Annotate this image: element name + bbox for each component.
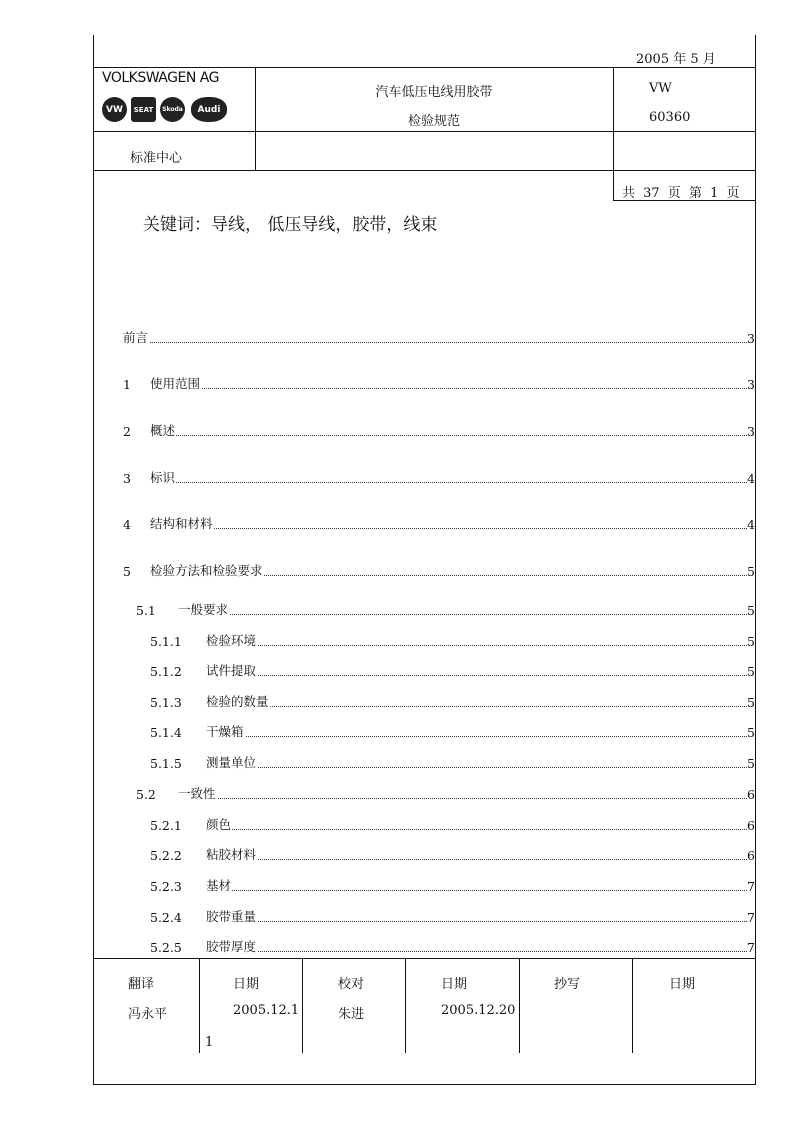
divider (199, 958, 200, 1053)
toc-number: 5.2.5 (150, 940, 182, 955)
toc-label: 检验的数量 (206, 694, 269, 709)
doc-subtitle: 检验规范 (407, 114, 460, 129)
leader-dots (206, 767, 747, 768)
department: 标准中心 (130, 151, 183, 166)
toc-number: 5.2.1 (150, 818, 182, 833)
toc-number: 5.2.4 (150, 910, 182, 925)
toc-entry[interactable] (0, 470, 755, 486)
toc-entry[interactable] (0, 633, 755, 649)
toc-page: 5 (747, 695, 755, 710)
leader-dots (150, 388, 747, 389)
toc-number: 5.1.5 (150, 756, 182, 771)
toc-number: 5.2.3 (150, 879, 182, 894)
divider (405, 958, 406, 1053)
signature-header: 日期 (233, 977, 260, 992)
toc-page: 5 (747, 756, 755, 771)
frame-right (755, 35, 756, 1085)
toc-entry[interactable] (0, 602, 755, 618)
toc-page: 6 (747, 848, 755, 863)
leader-dots (206, 645, 747, 646)
signature-header: 日期 (441, 977, 468, 992)
toc-label: 粘胶材料 (206, 847, 257, 862)
divider (93, 958, 756, 959)
toc-label: 一般要求 (178, 602, 229, 617)
frame-left (93, 35, 94, 1085)
signature-header: 校对 (338, 977, 365, 992)
toc-number: 5.1.3 (150, 695, 182, 710)
leader-dots (206, 675, 747, 676)
toc-entry[interactable] (0, 755, 755, 771)
vw-logo-icon: VW (102, 97, 127, 122)
toc-label: 概述 (150, 423, 176, 438)
std-prefix: VW (649, 81, 672, 96)
toc-number: 2 (123, 424, 131, 439)
toc-page: 7 (747, 879, 755, 894)
page-info: 共 37 页 第 1 页 (622, 186, 740, 201)
leader-dots (206, 859, 747, 860)
toc-number: 5.2 (136, 787, 156, 802)
leader-dots (178, 798, 747, 799)
divider (613, 67, 614, 200)
toc-number: 1 (123, 377, 131, 392)
toc-entry[interactable] (0, 516, 755, 532)
leader-dots (150, 528, 747, 529)
toc-page: 3 (747, 424, 755, 439)
toc-number: 3 (123, 471, 131, 486)
leader-dots (206, 706, 747, 707)
frame-bottom (93, 1084, 756, 1085)
toc-label: 胶带重量 (206, 909, 257, 924)
keywords: 关键词：导线， 低压导线，胶带，线束 (143, 215, 438, 235)
toc-page: 5 (747, 603, 755, 618)
toc-number: 5.1 (136, 603, 156, 618)
toc-number: 5 (123, 564, 131, 579)
toc-label: 检验环境 (206, 633, 257, 648)
toc-label: 基材 (206, 878, 232, 893)
toc-entry[interactable] (0, 939, 755, 955)
toc-label: 前言 (123, 330, 149, 345)
toc-entry[interactable] (0, 376, 755, 392)
leader-dots (150, 435, 747, 436)
date-overflow: 1 (205, 1035, 214, 1050)
leader-dots (206, 921, 747, 922)
toc-page: 3 (747, 331, 755, 346)
toc-entry[interactable] (0, 694, 755, 710)
toc-page: 3 (747, 377, 755, 392)
toc-label: 试件提取 (206, 663, 257, 678)
divider (519, 958, 520, 1053)
toc-entry[interactable] (0, 909, 755, 925)
toc-label: 颜色 (206, 817, 232, 832)
toc-label: 一致性 (178, 786, 216, 801)
toc-entry[interactable] (0, 878, 755, 894)
divider (302, 958, 303, 1053)
toc-label: 检验方法和检验要求 (150, 563, 263, 578)
signature-header: 日期 (669, 977, 696, 992)
seat-logo-icon: SEAT (131, 97, 156, 122)
toc-page: 6 (747, 818, 755, 833)
toc-label: 结构和材料 (150, 516, 213, 531)
signature-value: 朱进 (338, 1007, 365, 1022)
toc-page: 7 (747, 940, 755, 955)
toc-label: 标识 (150, 470, 176, 485)
toc-page: 5 (747, 634, 755, 649)
toc-entry[interactable] (0, 786, 755, 802)
leader-dots (123, 342, 747, 343)
toc-label: 使用范围 (150, 376, 201, 391)
toc-number: 5.1.4 (150, 725, 182, 740)
toc-entry[interactable] (0, 724, 755, 740)
toc-number: 5.1.1 (150, 634, 182, 649)
signature-value: 2005.12.1 (233, 1003, 300, 1018)
std-number: 60360 (649, 110, 691, 125)
leader-dots (206, 951, 747, 952)
signature-header: 翻译 (128, 977, 155, 992)
toc-label: 干燥箱 (206, 724, 244, 739)
signature-header: 抄写 (554, 977, 581, 992)
leader-dots (150, 482, 747, 483)
toc-entry[interactable] (0, 423, 755, 439)
toc-entry[interactable] (0, 817, 755, 833)
toc-entry[interactable] (0, 330, 755, 346)
signature-value: 2005.12.20 (441, 1003, 516, 1018)
toc-label: 测量单位 (206, 755, 257, 770)
skoda-logo-icon: Skoda (160, 97, 185, 122)
toc-entry[interactable] (0, 563, 755, 579)
toc-page: 4 (747, 471, 755, 486)
toc-number: 4 (123, 517, 131, 532)
divider (93, 131, 756, 132)
divider (93, 170, 756, 171)
leader-dots (206, 829, 747, 830)
company-name: VOLKSWAGEN AG (102, 70, 219, 86)
toc-entry[interactable] (0, 663, 755, 679)
signature-value: 冯永平 (128, 1007, 168, 1022)
toc-label: 胶带厚度 (206, 939, 257, 954)
toc-number: 5.2.2 (150, 848, 182, 863)
audi-logo-icon: Audi (191, 97, 227, 122)
toc-entry[interactable] (0, 847, 755, 863)
toc-page: 5 (747, 725, 755, 740)
toc-page: 6 (747, 787, 755, 802)
toc-number: 5.1.2 (150, 664, 182, 679)
toc-page: 4 (747, 517, 755, 532)
toc-page: 5 (747, 664, 755, 679)
doc-title: 汽车低压电线用胶带 (375, 85, 493, 100)
leader-dots (206, 736, 747, 737)
issue-date: 2005 年 5 月 (636, 52, 716, 67)
toc-page: 5 (747, 564, 755, 579)
divider (93, 67, 756, 68)
leader-dots (206, 890, 747, 891)
toc-page: 7 (747, 910, 755, 925)
divider (632, 958, 633, 1053)
leader-dots (178, 614, 747, 615)
